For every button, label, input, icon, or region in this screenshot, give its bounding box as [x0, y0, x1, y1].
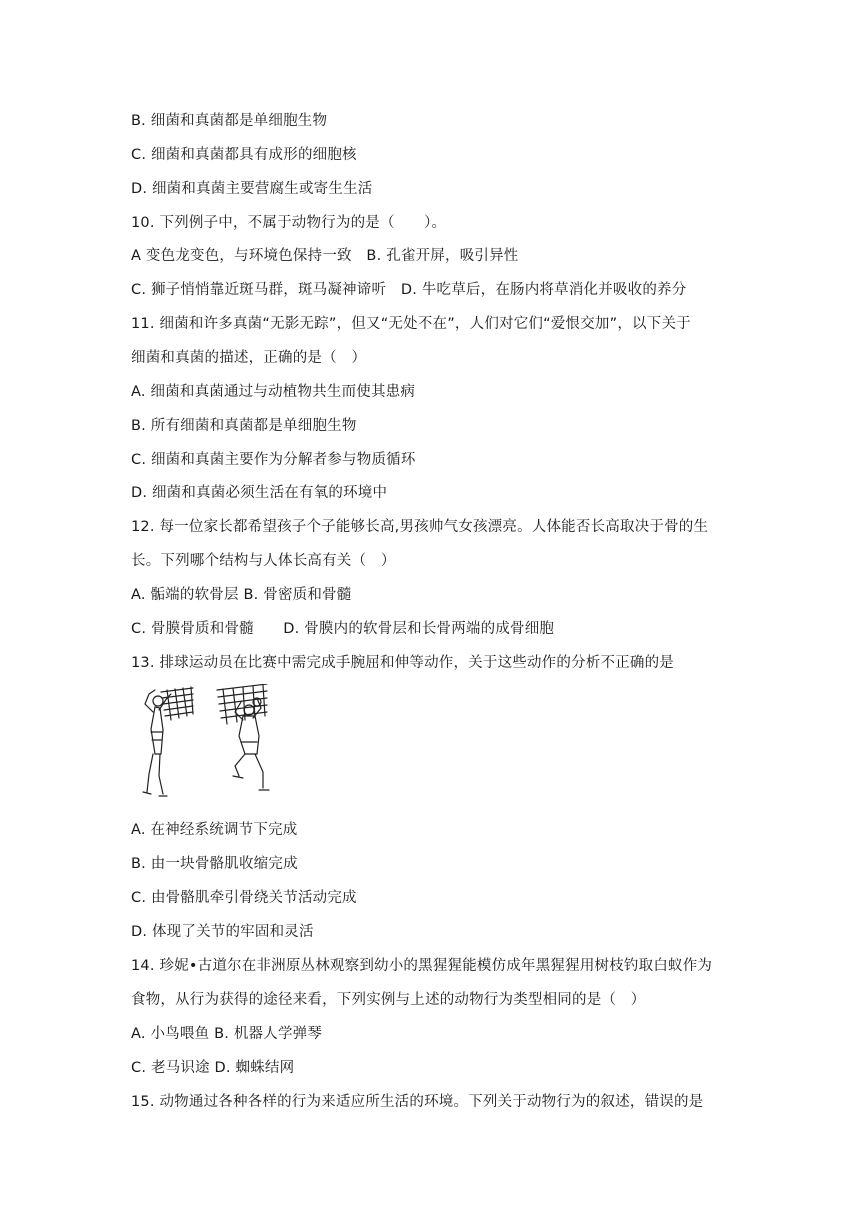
- question-12-line2: 长。下列哪个结构与人体长高有关（ ）: [131, 553, 396, 569]
- options-10-cd: C. 狮子悄悄靠近斑马群，斑马凝神谛听 D. 牛吃草后，在肠内将草消化并吸收的养分: [131, 282, 687, 298]
- option-9d: D. 细菌和真菌主要营腐生或寄生生活: [131, 181, 373, 197]
- option-11d: D. 细菌和真菌必须生活在有氧的环境中: [131, 485, 388, 501]
- option-9c: C. 细菌和真菌都具有成形的细胞核: [131, 147, 357, 163]
- question-15: 15. 动物通过各种各样的行为来适应所生活的环境。下列关于动物行为的叙述，错误的是: [131, 1094, 704, 1110]
- question-11-line2: 细菌和真菌的描述，正确的是（ ）: [131, 350, 367, 366]
- option-13b: B. 由一块骨骼肌收缩完成: [131, 856, 298, 872]
- options-14-ab: A. 小鸟喂鱼 B. 机器人学弹琴: [131, 1026, 323, 1042]
- options-14-cd: C. 老马识途 D. 蜘蛛结网: [131, 1060, 295, 1076]
- options-10-ab: A 变色龙变色，与环境色保持一致 B. 孔雀开屏，吸引异性: [131, 248, 519, 264]
- options-12-ab: A. 骺端的软骨层 B. 骨密质和骨髓: [131, 587, 352, 603]
- option-11c: C. 细菌和真菌主要作为分解者参与物质循环: [131, 452, 416, 468]
- player-left: [143, 690, 171, 796]
- volleyball-players-illustration: [131, 684, 281, 810]
- option-11a: A. 细菌和真菌通过与动植物共生而使其患病: [131, 384, 416, 400]
- option-13d: D. 体现了关节的牢固和灵活: [131, 924, 314, 940]
- question-14-line2: 食物，从行为获得的途径来看，下列实例与上述的动物行为类型相同的是（ ）: [131, 992, 646, 1008]
- question-14-line1: 14. 珍妮•古道尔在非洲原丛林观察到幼小的黑猩猩能模仿成年黑猩猩用树枝钓取白蚁作为: [131, 958, 713, 974]
- option-13c: C. 由骨骼肌牵引骨绕关节活动完成: [131, 890, 357, 906]
- question-10: 10. 下列例子中，不属于动物行为的是（ ）。: [131, 215, 447, 231]
- player-right: [233, 698, 269, 790]
- option-13a: A. 在神经系统调节下完成: [131, 822, 298, 838]
- option-11b: B. 所有细菌和真菌都是单细胞生物: [131, 418, 357, 434]
- question-13: 13. 排球运动员在比赛中需完成手腕屈和伸等动作，关于这些动作的分析不正确的是: [131, 655, 674, 671]
- question-11-line1: 11. 细菌和许多真菌“无影无踪”，但又“无处不在”，人们对它们“爱恨交加”，以下关于: [131, 316, 691, 332]
- question-12-line1: 12. 每一位家长都希望孩子个子能够长高,男孩帅气女孩漂亮。人体能否长高取决于骨的生: [131, 519, 709, 535]
- net-left: [161, 687, 193, 720]
- options-12-cd: C. 骨膜骨质和骨髓 D. 骨膜内的软骨层和长骨两端的成骨细胞: [131, 621, 555, 637]
- option-9b: B. 细菌和真菌都是单细胞生物: [131, 113, 328, 129]
